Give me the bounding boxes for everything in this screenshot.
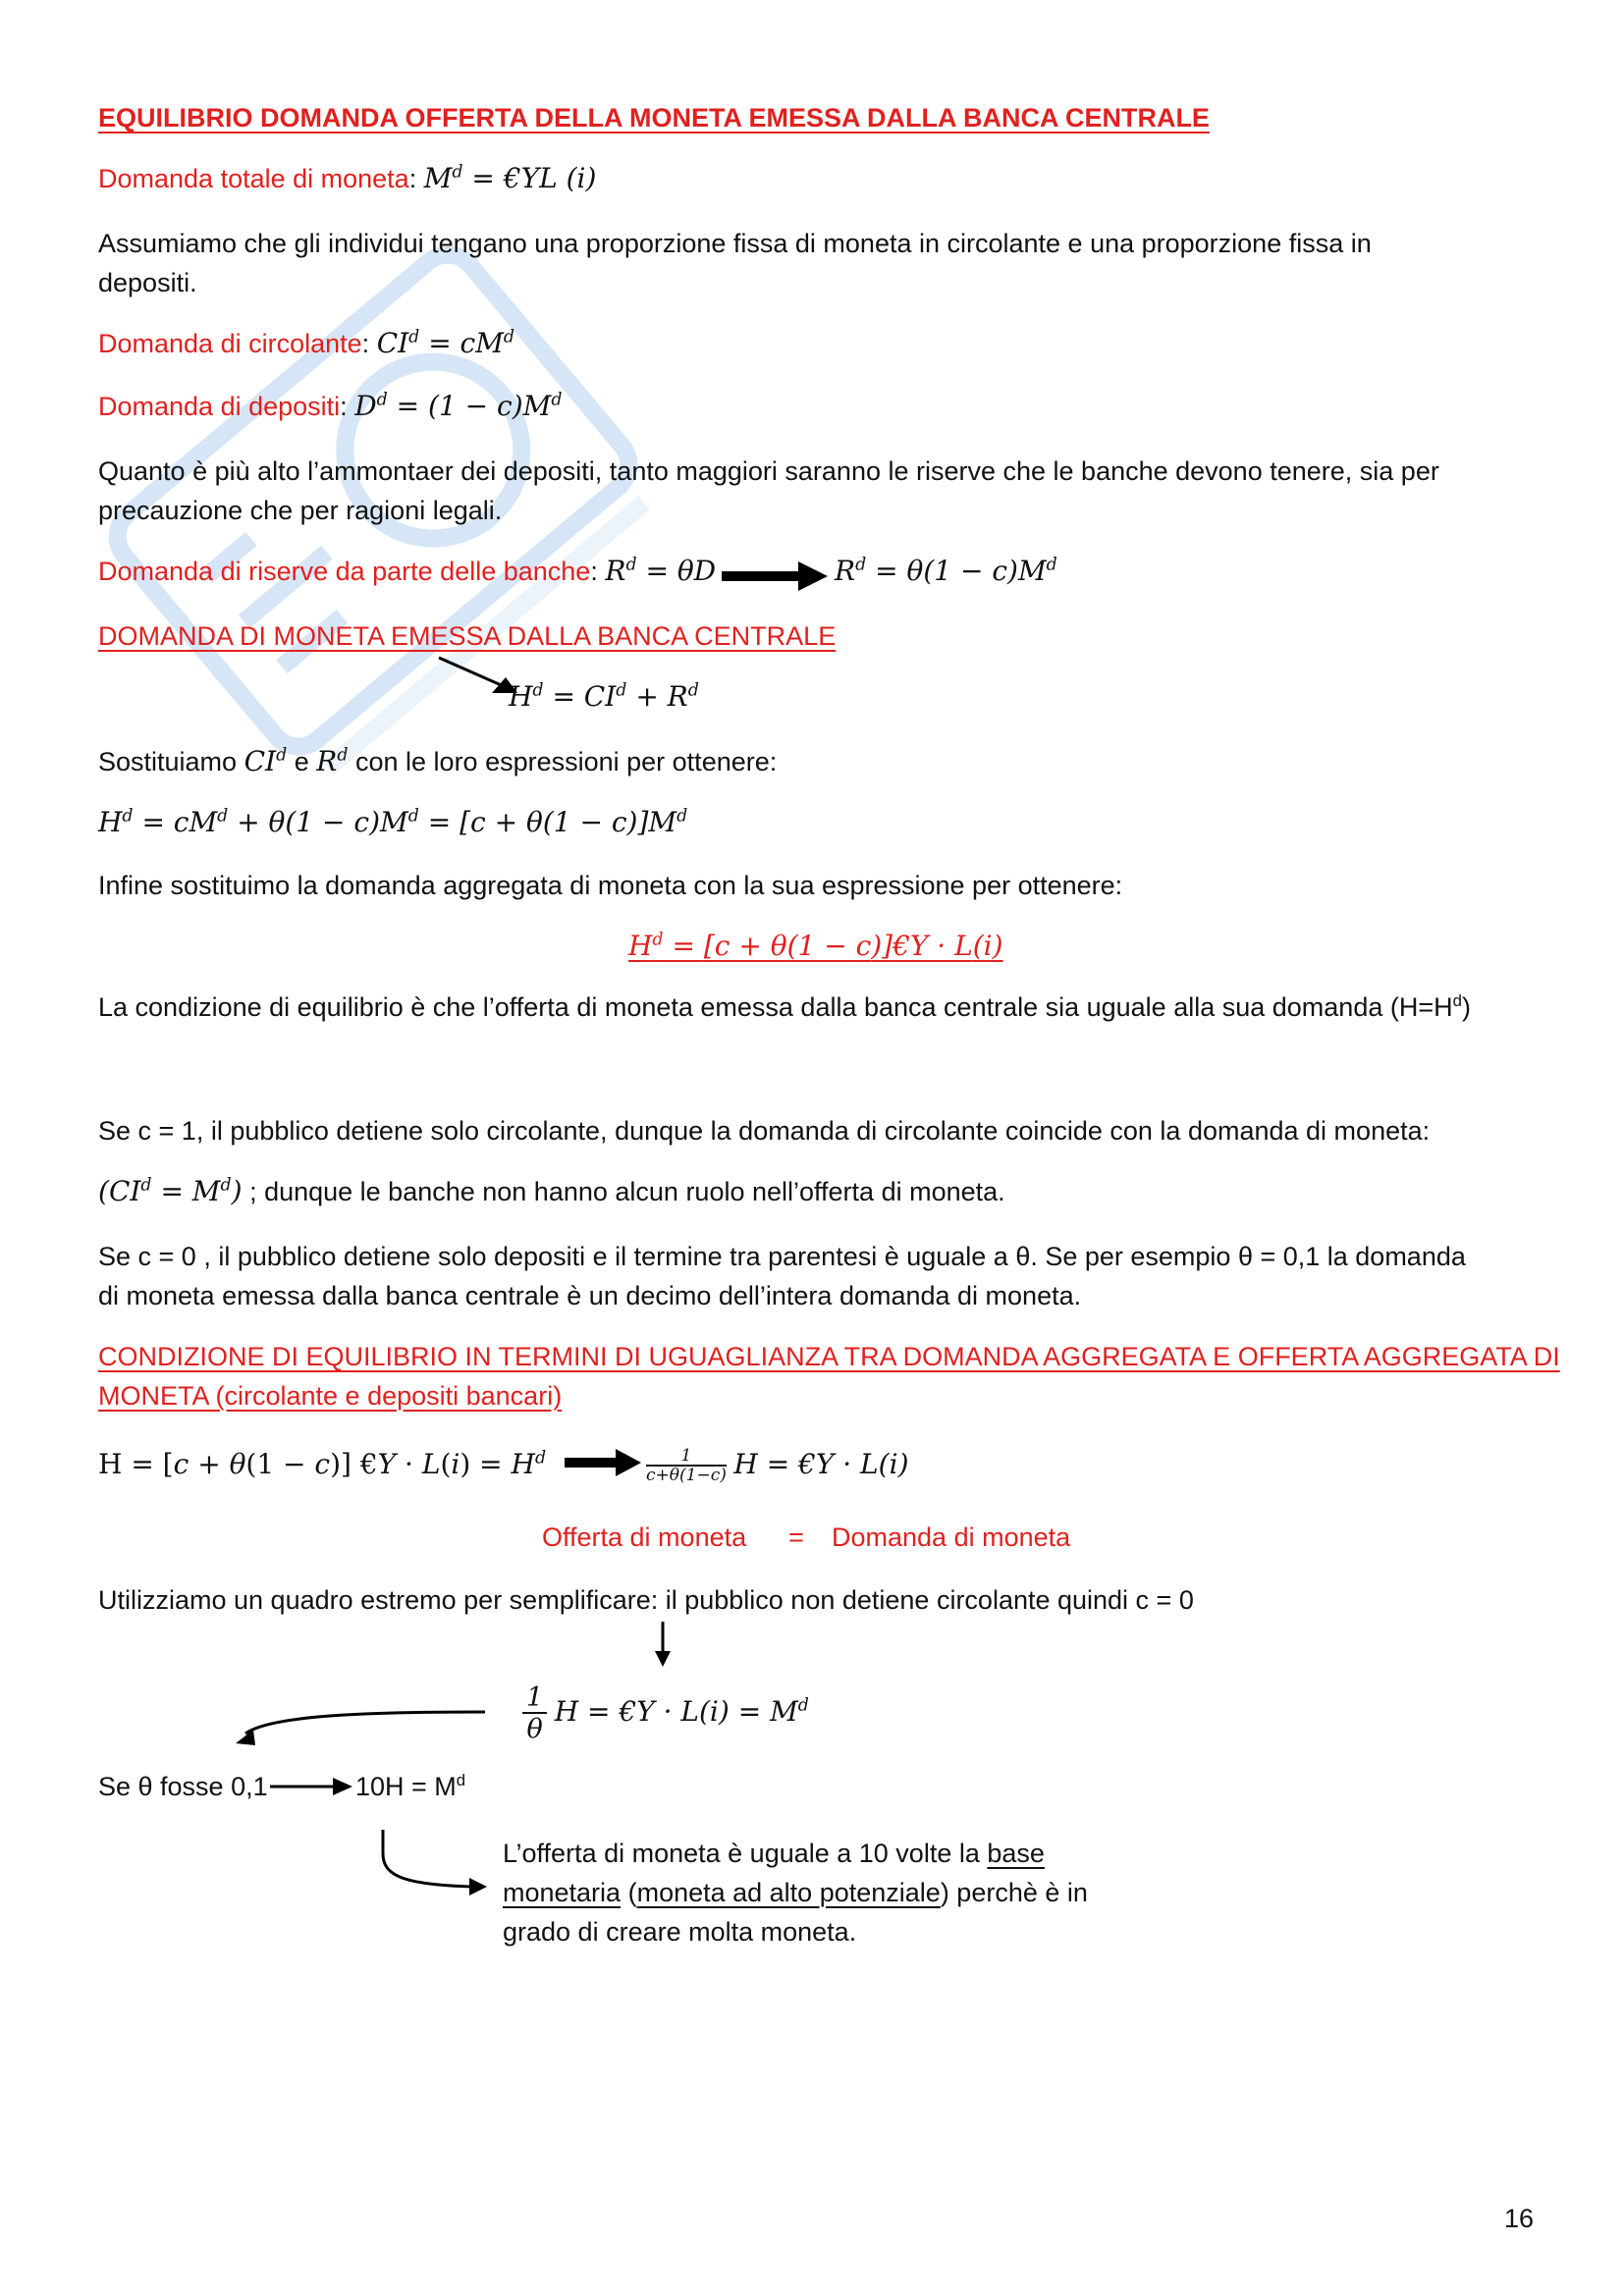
note-line2 [503, 1873, 1088, 1912]
paragraph-se-c0-line2: di moneta emessa dalla banca centrale è un decimo dell’intera domanda di moneta. [98, 1281, 1082, 1310]
line-infine: Infine sostituimo la domanda aggregata di moneta con la sua espressione per ottenere: [98, 871, 1123, 900]
formula-domanda-depositi: $D^d = (1 - c)M^d$ [354, 390, 563, 422]
fraction-denominator: c+θ(1−c) [646, 1466, 727, 1486]
offerta-label: Offerta di moneta [542, 1522, 747, 1552]
curved-arrow-icon [234, 1700, 489, 1759]
section-heading-condizione-line1: CONDIZIONE DI EQUILIBRIO IN TERMINI DI UGUAGLIANZA TRA DOMANDA AGGREGATA E OFFERTA AGGREGATA DI [98, 1342, 1560, 1371]
line-sostituiamo [98, 742, 777, 781]
text-sostituiamo: Sostituiamo [98, 747, 238, 776]
paragraph-quanto-line1: Quanto è più alto l’ammontaer dei depositi, tanto maggiori saranno le riserve che le banche devono tenere, sia per [98, 456, 1439, 486]
label-sep: : [408, 164, 417, 193]
text-condizione-sup: d [1452, 991, 1462, 1010]
down-arrow-icon [652, 1622, 674, 1669]
text-sostituiamo-post: con le loro espressioni per ottenere: [355, 747, 778, 776]
fraction-numerator: 1 [646, 1447, 727, 1468]
formula-riserve-b: $R^d = \theta(1 - c)M^d$ [835, 555, 1057, 587]
label-domanda-totale: Domanda totale di moneta [98, 164, 409, 193]
text-condizione: La condizione di equilibrio è che l’offerta di moneta emessa dalla banca centrale sia uguale alla sua domanda (H=H [98, 992, 1453, 1022]
formula-cid: $CI^d$ [243, 745, 288, 777]
label-sep: : [340, 392, 348, 421]
text-se-c1-line2: ; dunque le banche non hanno alcun ruolo nell’offerta di moneta. [249, 1177, 1005, 1206]
result-se-theta [355, 1767, 465, 1806]
formula-domanda-circolante: $CI^d = cM^d$ [376, 327, 515, 359]
paragraph-assumiamo-line2: depositi. [98, 268, 197, 297]
paragraph-se-c1-line1: Se c = 1, il pubblico detiene solo circolante, dunque la domanda di circolante coincide con la domanda di moneta: [98, 1116, 1431, 1146]
formula-hd-wrap [509, 677, 699, 717]
label-domanda-depositi: Domanda di depositi [98, 392, 341, 421]
formula-equilibrium-left: H = [c + θ(1 − c)] €Y · $L(i) = H^d$ [98, 1448, 547, 1480]
right-arrow-icon [270, 1775, 358, 1798]
right-arrow-icon [565, 1449, 643, 1476]
formula-riserve-a: $R^d = \theta D$ [605, 555, 717, 587]
note-line3: grado di creare molta moneta. [503, 1917, 857, 1947]
formula-hd: $H^d = CI^d + R^d$ [509, 680, 699, 713]
formula-hd-expanded-wrap [98, 803, 687, 842]
note-line1 [503, 1834, 1045, 1873]
line-domanda-depositi [98, 387, 562, 426]
formula-theta-wrap [522, 1677, 809, 1747]
formula-equilibrium-right-wrap [646, 1435, 909, 1494]
note-paren-open: ( [621, 1878, 637, 1907]
label-domanda-riserve: Domanda di riserve da parte delle banche [98, 557, 591, 586]
formula-riserve-b-wrap [835, 552, 1057, 591]
fraction-theta [522, 1683, 547, 1745]
equals-label: = [788, 1522, 804, 1552]
note-line2-post: ) perchè è in [940, 1878, 1088, 1907]
note-link-monetaria: monetaria [503, 1878, 622, 1907]
fraction-theta-denominator: θ [526, 1714, 543, 1745]
note-line1-text: L’offerta di moneta è uguale a 10 volte la [503, 1839, 988, 1868]
domanda-label: Domanda di moneta [832, 1522, 1071, 1552]
formula-theta-right: H = €Y · $L(i) = M^d$ [554, 1695, 809, 1728]
section-heading-condizione-line2: MONETA (circolante e depositi bancari) [98, 1381, 563, 1411]
line-utilizziamo: Utilizziamo un quadro estremo per semplificare: il pubblico non detiene circolante quindi c = 0 [98, 1585, 1194, 1615]
text-10h: 10H = M [355, 1772, 457, 1801]
formula-rd: $R^d$ [316, 745, 349, 777]
formula-hd-expanded: $H^d = cM^d + \theta(1 - c)M^d = [c + \theta(1 - c)]M^d$ [98, 806, 688, 838]
paragraph-se-c0-line1: Se c = 0 , il pubblico detiene solo depositi e il termine tra parentesi è uguale a θ. Se per esempio θ = 0,1 la domanda [98, 1242, 1466, 1271]
note-link-base: base [987, 1839, 1045, 1868]
section-heading-domanda-moneta: DOMANDA DI MONETA EMESSA DALLA BANCA CENTRALE [98, 621, 837, 651]
formula-cid-md: $(CI^d = M^d)$ [98, 1175, 243, 1207]
page-number: 16 [1504, 2204, 1535, 2233]
text-10h-sup: d [456, 1771, 466, 1789]
paragraph-assumiamo-line1: Assumiamo che gli individui tengano una proporzione fissa di moneta in circolante e una proporzione fissa in [98, 229, 1372, 258]
right-arrow-icon [722, 561, 830, 591]
formula-equilibrium-left-wrap [98, 1445, 546, 1484]
formula-hd-final-wrap [628, 927, 1003, 966]
fraction-equilibrium [646, 1447, 727, 1486]
paragraph-quanto-line2: precauzione che per ragioni legali. [98, 496, 503, 525]
line-condizione [98, 988, 1471, 1027]
note-link-alto-potenziale: moneta ad alto potenziale [636, 1878, 941, 1907]
line-domanda-riserve [98, 552, 716, 591]
line-domanda-totale [98, 159, 596, 198]
formula-domanda-totale: $M^d$ = €YL (i) [423, 162, 597, 194]
label-se-theta: Se θ fosse 0,1 [98, 1772, 268, 1801]
label-domanda-circolante: Domanda di circolante [98, 329, 362, 358]
curved-down-right-arrow-icon [371, 1828, 499, 1902]
label-sep: : [361, 329, 370, 358]
text-condizione-close: ) [1461, 992, 1471, 1022]
line-domanda-circolante [98, 324, 514, 363]
formula-equilibrium-right: H = €Y · L(i) [733, 1448, 909, 1480]
formula-hd-final: $H^d = [c + \theta(1$ − c)]€Y · L(i) [628, 930, 1003, 962]
paragraph-se-c1-line2 [98, 1172, 1005, 1211]
fraction-theta-numerator: 1 [522, 1683, 547, 1715]
section-heading-equilibrio: EQUILIBRIO DOMANDA OFFERTA DELLA MONETA EMESSA DALLA BANCA CENTRALE [98, 103, 1210, 133]
label-sep: : [590, 557, 598, 586]
text-e: e [294, 747, 309, 776]
